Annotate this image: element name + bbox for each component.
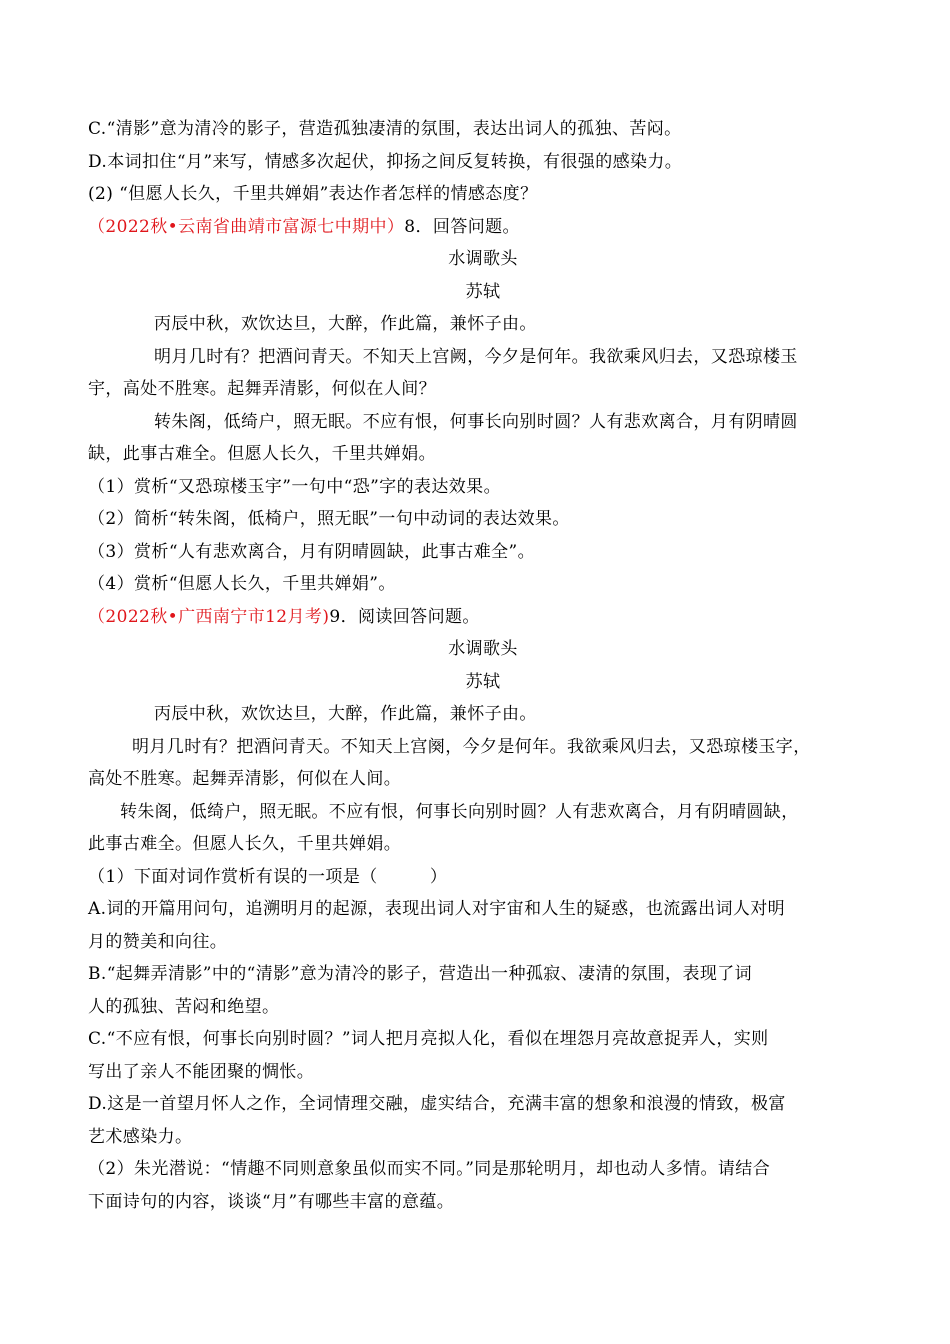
poem-title: 水调歌头 — [448, 249, 518, 269]
poem-author: 苏轼 — [465, 671, 501, 692]
option-d-text: D.本词扣住“月”来写，情感多次起伏，抑扬之间反复转换，有很强的感染力。 — [88, 151, 683, 172]
option-c-line1: C.“不应有恨，何事长向别时圆？”词人把月亮拟人化，看似在埋怨月亮故意捉弄人，实则 — [88, 1029, 769, 1049]
poem-para1-line2: 高处不胜寒。起舞弄清影，何似在人间。 — [88, 769, 402, 789]
option-d-line1: D.这是一首望月怀人之作，全词情理交融，虚实结合，充满丰富的想象和浪漫的情致，极富 — [88, 1094, 786, 1114]
option-c-text: C.“清影”意为清冷的影子，营造孤独凄清的氛围，表达出词人的孤独、苦闷。 — [88, 119, 682, 139]
question-8-sub1: （1）赏析“又恐琼楼玉宇”一句中“恐”字的表达效果。 — [88, 476, 501, 497]
poem-para2-line1: 转朱阁，低绮户，照无眠。不应有恨，何事长向别时圆？人有悲欢离合，月有阴晴圆 — [154, 411, 798, 432]
question-8-label: 8．回答问题。 — [404, 216, 520, 237]
poem-author: 苏轼 — [465, 281, 501, 302]
question-8-sub4: （4）赏析“但愿人长久，千里共婵娟”。 — [88, 574, 396, 594]
option-a-line2: 月的赞美和向往。 — [88, 931, 228, 952]
question-8-header — [88, 211, 878, 244]
poem-para1-line1: 明月几时有？把酒问青天。不知天上宫阕，今夕是何年。我欲乘风归去，又恐琼楼玉字， — [132, 736, 811, 757]
poem-para1-line2: 宇，高处不胜寒。起舞弄清影，何似在人间？ — [88, 379, 436, 399]
option-b-line2: 人的孤独、苦闷和绝望。 — [88, 996, 280, 1017]
question-8-sub3: （3）赏析“人有悲欢离合，月有阴晴圆缺，此事古难全”。 — [88, 541, 535, 562]
question-8-source: （2022秋•云南省曲靖市富源七中期中） — [88, 216, 405, 237]
question-8-sub2: （2）简析“转朱阁，低椅户，照无眠”一句中动词的表达效果。 — [88, 509, 570, 529]
question-9-header — [88, 601, 878, 634]
poem-preface: 丙辰中秋，欢饮达旦，大醉，作此篇，兼怀子由。 — [154, 704, 537, 724]
poem-para2-line2: 缺，此事古难全。但愿人长久，千里共婵娟。 — [88, 444, 436, 464]
question-9-sub2-line2: 下面诗句的内容，谈谈“月”有哪些丰富的意蕴。 — [88, 1191, 455, 1212]
question-9-label: 9．阅读回答问题。 — [329, 606, 480, 627]
poem-para2-line2: 此事古难全。但愿人长久，千里共婵娟。 — [88, 834, 402, 854]
poem-title: 水调歌头 — [448, 639, 518, 659]
document-page — [88, 113, 878, 1218]
question-2-text: (2) “但愿人长久，千里共婵娟”表达作者怎样的情感态度？ — [88, 184, 538, 204]
question-9-sub2-line1: （2）朱光潜说：“情趣不同则意象虽似而实不同。”同是那轮明月，却也动人多情。请结合 — [88, 1159, 771, 1179]
poem-para2-line1: 转朱阁，低绮户，照无眠。不应有恨，何事长向别时圆？人有悲欢离合，月有阴晴圆缺， — [120, 801, 799, 822]
option-d-line2: 艺术感染力。 — [88, 1126, 193, 1147]
option-c-line2: 写出了亲人不能团聚的惆怅。 — [88, 1061, 315, 1082]
option-a-line1: A.词的开篇用问句，追溯明月的起源，表现出词人对宇宙和人生的疑惑，也流露出词人对明 — [88, 899, 786, 919]
poem-preface: 丙辰中秋，欢饮达旦，大醉，作此篇，兼怀子由。 — [154, 314, 537, 334]
option-b-line1: B.“起舞弄清影”中的“清影”意为清冷的影子，营造出一种孤寂、凄清的氛围，表现了词 — [88, 964, 753, 984]
poem-para1-line1: 明月几时有？把酒问青天。不知天上宫阙，今夕是何年。我欲乘风归去，又恐琼楼玉 — [154, 346, 798, 367]
question-9-sub1: （1）下面对词作赏析有误的一项是（ ） — [88, 866, 448, 887]
question-9-source: （2022秋•广西南宁市12月考) — [88, 606, 330, 627]
